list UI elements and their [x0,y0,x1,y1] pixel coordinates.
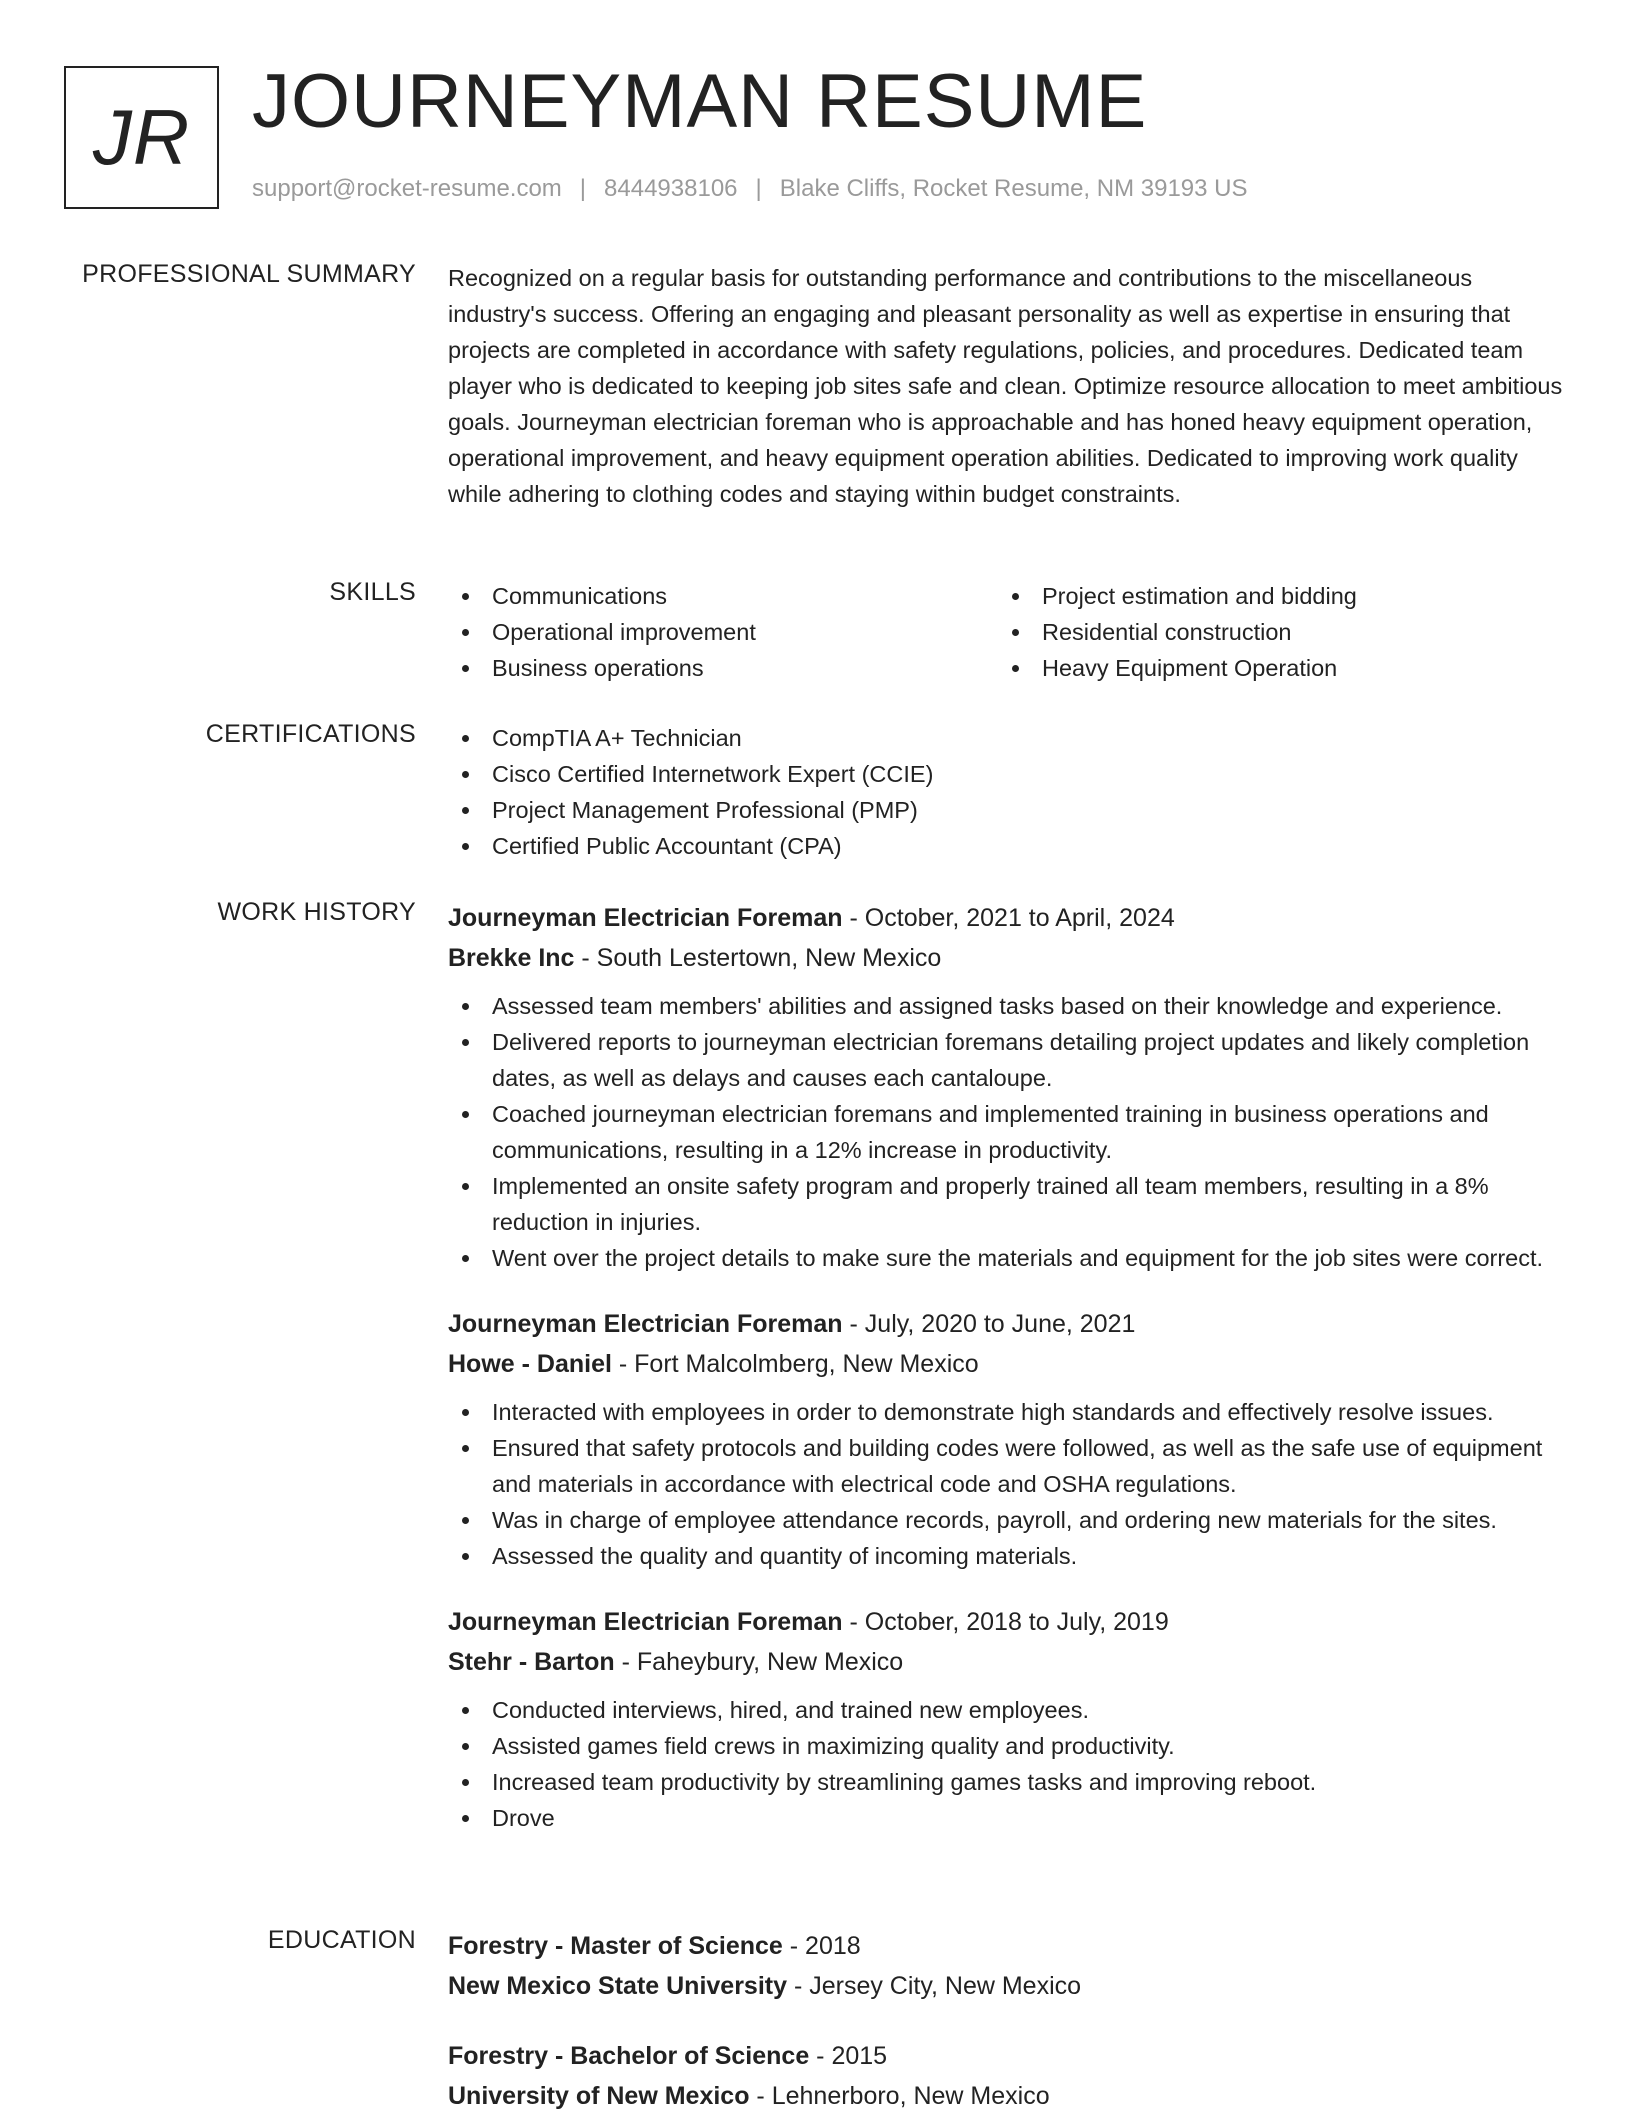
list-item: Increased team productivity by streamlining games tasks and improving reboot. [448,1764,1568,1800]
list-item: Drove [448,1800,1568,1836]
section-label-work-history: WORK HISTORY [217,898,416,926]
education-school-line [448,1966,1568,2006]
job-company: Stehr - Barton [448,1648,615,1676]
job-bullets [448,1692,1568,1836]
job-title: Journeyman Electrician Foreman [448,904,843,932]
job-title-line [448,898,1568,938]
work-history-body [448,898,1568,1864]
job-title: Journeyman Electrician Foreman [448,1608,843,1636]
list-item: Heavy Equipment Operation [998,650,1548,686]
job-dates: - October, 2018 to July, 2019 [842,1608,1169,1636]
education-location: - Lehnerboro, New Mexico [749,2082,1050,2110]
list-item: Delivered reports to journeyman electrician foremans detailing project updates and likely completion dates, as well as delays and causes each cantaloupe. [448,1024,1568,1096]
job-location: - Faheybury, New Mexico [614,1648,904,1676]
job-entry [448,1602,1568,1836]
contact-separator: | [755,175,762,202]
list-item: Project estimation and bidding [998,578,1548,614]
education-school: New Mexico State University [448,1972,788,2000]
list-item: Communications [448,578,998,614]
education-year: - 2015 [809,2042,888,2070]
education-entry [448,2036,1568,2112]
list-item: Coached journeyman electrician foremans and implemented training in business operations and communications, resulting in a 12% increase in productivity. [448,1096,1568,1168]
section-label-certifications: CERTIFICATIONS [205,720,416,748]
contact-line [252,175,1248,203]
summary-text: Recognized on a regular basis for outstanding performance and contributions to the miscellaneous industry's success. Offering an engaging and pleasant personality as well as expertise in ensuring that projects are completed in accordance with safety regulations, policies, and procedures. Dedicated team player who is dedicated to keeping job sites safe and clean. Optimize resource allocation to meet ambitious goals. Journeyman electrician foreman who is approachable and has honed heavy equipment operation, operational improvement, and heavy equipment operation abilities. Dedicated to improving work quality while adhering to clothing codes and staying within budget constraints. [448,265,1563,507]
skills-columns [448,578,1568,686]
education-location: - Jersey City, New Mexico [787,1972,1082,2000]
job-company-line [448,1344,1568,1384]
job-bullets [448,988,1568,1276]
skills-list-left [448,578,998,686]
section-label-summary: PROFESSIONAL SUMMARY [82,260,416,288]
list-item: Assessed team members' abilities and assigned tasks based on their knowledge and experience. [448,988,1568,1024]
education-year: - 2018 [782,1932,861,1960]
list-item: Was in charge of employee attendance records, payroll, and ordering new materials for the sites. [448,1502,1568,1538]
list-item: Certified Public Accountant (CPA) [448,828,1568,864]
certifications-list [448,720,1568,864]
list-item: Operational improvement [448,614,998,650]
job-title: Journeyman Electrician Foreman [448,1310,843,1338]
education-degree-line [448,2036,1568,2076]
job-entry [448,898,1568,1276]
job-location: - South Lestertown, New Mexico [574,944,942,972]
section-label-education: EDUCATION [267,1926,416,1954]
education-entry [448,1926,1568,2006]
list-item: Interacted with employees in order to demonstrate high standards and effectively resolve issues. [448,1394,1568,1430]
monogram-logo [64,66,219,209]
section-label-skills: SKILLS [329,578,416,606]
job-company-line [448,1642,1568,1682]
contact-address: Blake Cliffs, Rocket Resume, NM 39193 US [779,175,1248,202]
list-item: Conducted interviews, hired, and trained new employees. [448,1692,1568,1728]
list-item: Cisco Certified Internetwork Expert (CCIE) [448,756,1568,792]
job-company-line [448,938,1568,978]
contact-separator: | [579,175,587,202]
list-item: Went over the project details to make sure the materials and equipment for the job sites were correct. [448,1240,1568,1276]
list-item: Residential construction [998,614,1548,650]
education-degree: Forestry - Bachelor of Science [448,2042,810,2070]
education-school-line [448,2076,1568,2112]
education-body [448,1926,1568,2112]
job-dates: - July, 2020 to June, 2021 [842,1310,1136,1338]
contact-phone[interactable]: 8444938106 [604,175,738,202]
list-item: Project Management Professional (PMP) [448,792,1568,828]
job-title-line [448,1602,1568,1642]
education-degree: Forestry - Master of Science [448,1932,783,1960]
list-item: Implemented an onsite safety program and properly trained all team members, resulting in a 8% reduction in injuries. [448,1168,1568,1240]
skills-list-right [998,578,1548,686]
job-location: - Fort Malcolmberg, New Mexico [611,1350,979,1378]
job-company: Howe - Daniel [448,1350,612,1378]
job-entry [448,1304,1568,1574]
contact-email[interactable]: support@rocket-resume.com [252,175,562,202]
monogram-text: JR [92,93,191,181]
job-company: Brekke Inc [448,944,575,972]
job-bullets [448,1394,1568,1574]
education-degree-line [448,1926,1568,1966]
list-item: Business operations [448,650,998,686]
list-item: Assisted games field crews in maximizing quality and productivity. [448,1728,1568,1764]
certifications-body [448,720,1568,864]
list-item: Assessed the quality and quantity of incoming materials. [448,1538,1568,1574]
job-dates: - October, 2021 to April, 2024 [842,904,1175,932]
education-school: University of New Mexico [448,2082,750,2110]
job-title-line [448,1304,1568,1344]
list-item: Ensured that safety protocols and building codes were followed, as well as the safe use of equipment and materials in accordance with electrical code and OSHA regulations. [448,1430,1568,1502]
page-title: JOURNEYMAN RESUME [252,59,1148,144]
list-item: CompTIA A+ Technician [448,720,1568,756]
